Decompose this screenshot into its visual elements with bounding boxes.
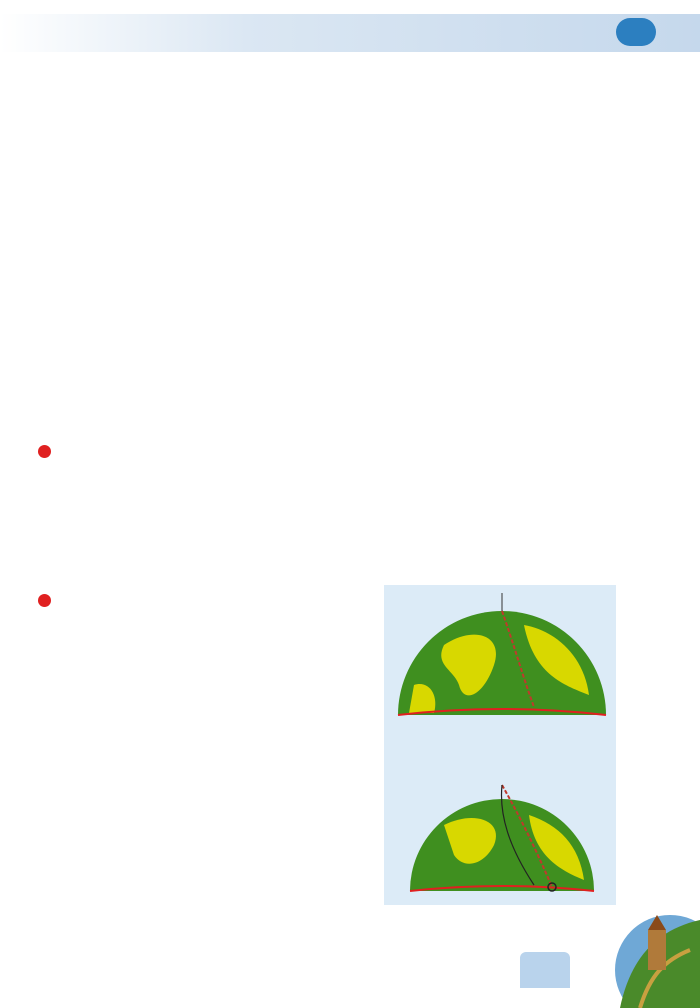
coriolis-figure [384,585,616,905]
page-number [520,952,570,988]
section-rotation [38,444,608,463]
topic-number [616,18,656,46]
corner-decoration [600,890,700,1008]
globe-illustration [384,585,616,905]
section-coriolis [38,593,364,612]
bullet-icon [38,445,51,458]
left-column [38,593,364,612]
bullet-icon [38,594,51,607]
header-band [0,14,700,52]
